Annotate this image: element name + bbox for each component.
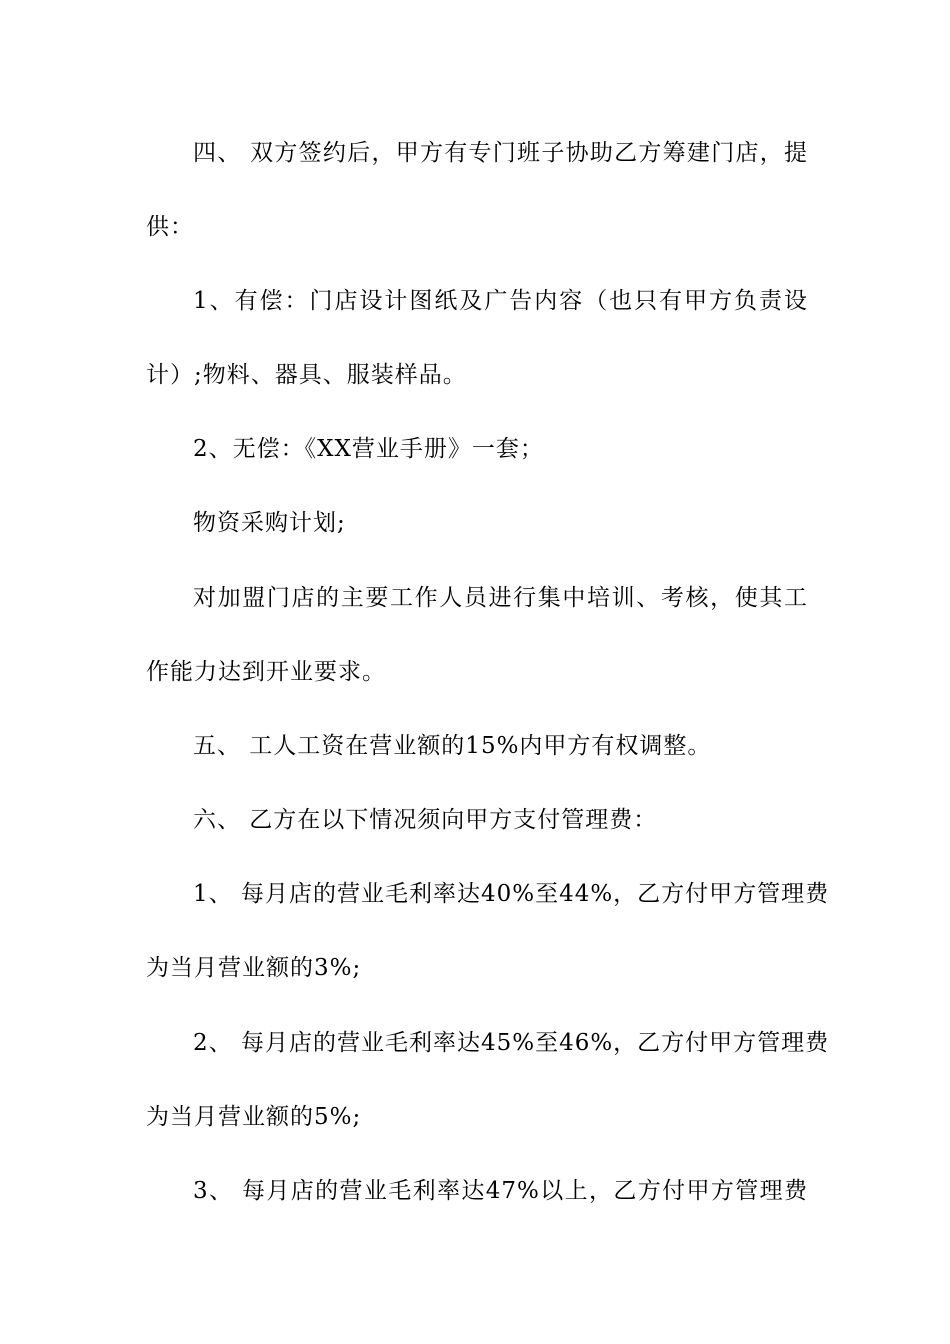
clause-4-line-2: 供： [146, 214, 194, 240]
training-line-2: 作能力达到开业要求。 [146, 659, 386, 685]
clause-4-line-1: 四、 双方签约后，甲方有专门班子协助乙方筹建门店，提 [193, 140, 808, 166]
fee-tier-2-line-1: 2、 每月店的营业毛利率达45%至46%，乙方付甲方管理费 [193, 1030, 830, 1056]
fee-tier-1-line-2: 为当月营业额的3%; [146, 955, 362, 981]
fee-tier-3-line-1: 3、 每月店的营业毛利率达47%以上，乙方付甲方管理费 [193, 1178, 808, 1204]
clause-6-line: 六、 乙方在以下情况须向甲方支付管理费： [193, 807, 658, 833]
purchase-plan-line: 物资采购计划; [193, 510, 346, 536]
fee-tier-1-line-1: 1、 每月店的营业毛利率达40%至44%，乙方付甲方管理费 [193, 881, 830, 907]
item-1-paid-line-1: 1、有偿：门店设计图纸及广告内容（也只有甲方负责设 [193, 288, 808, 314]
item-1-paid-line-2: 计）;物料、器具、服装样品。 [146, 362, 467, 388]
training-line-1: 对加盟门店的主要工作人员进行集中培训、考核，使其工 [193, 585, 808, 611]
item-2-free-line: 2、无偿：《XX营业手册》一套； [193, 436, 544, 462]
clause-5-line: 五、 工人工资在营业额的15%内甲方有权调整。 [193, 733, 712, 759]
fee-tier-2-line-2: 为当月营业额的5%; [146, 1104, 362, 1130]
